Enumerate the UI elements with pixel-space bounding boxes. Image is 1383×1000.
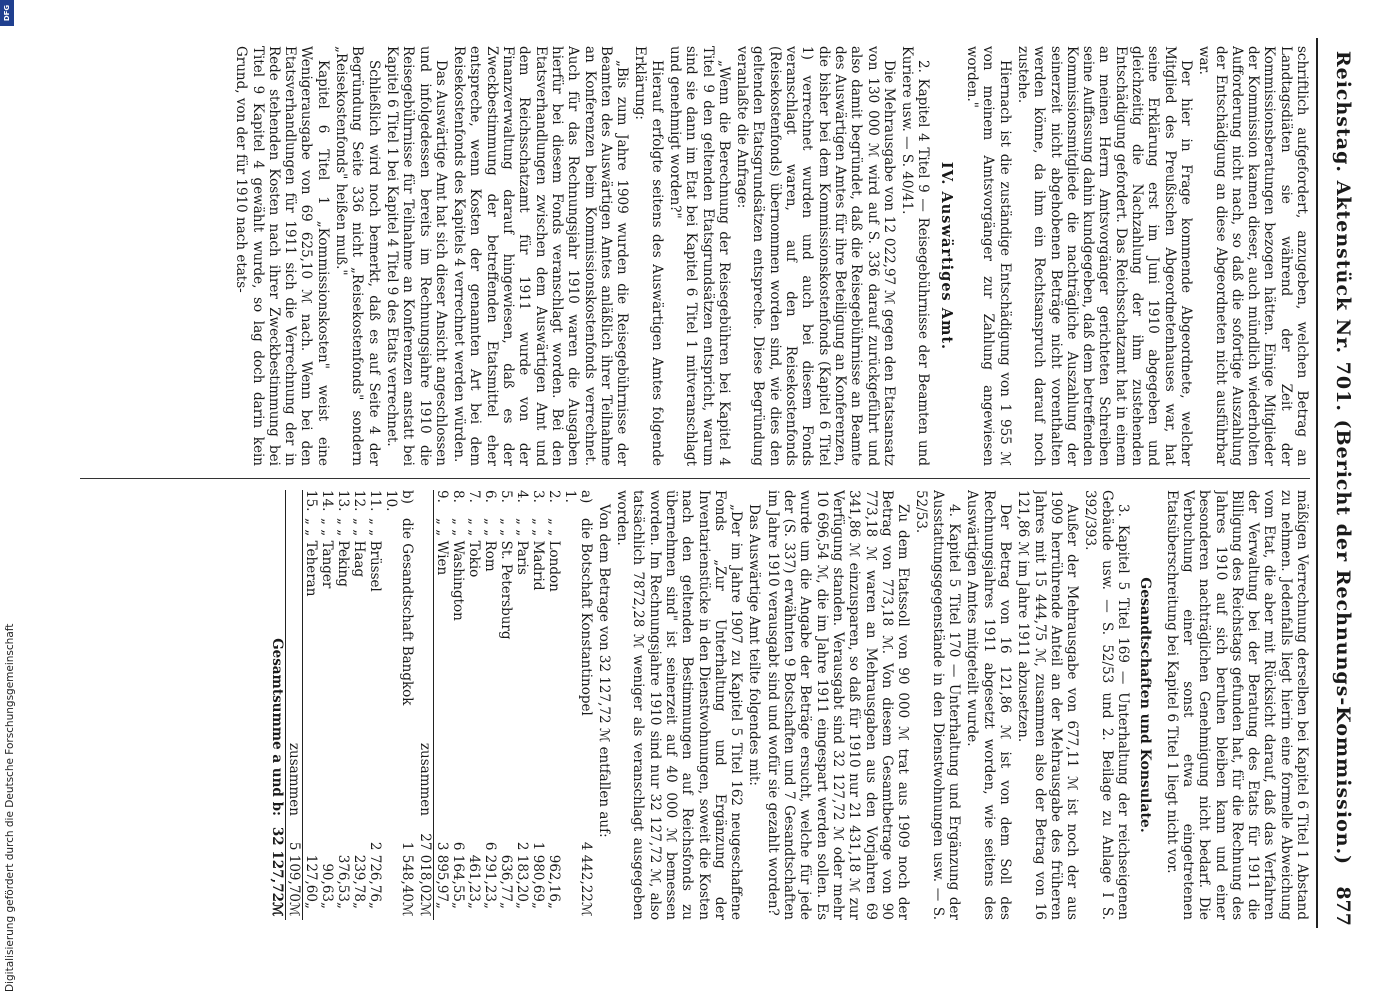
- table-row: [351, 490, 367, 920]
- currency-unit: ℳ: [285, 902, 302, 920]
- section-heading: IV. Auswärtiges Amt.: [937, 161, 955, 351]
- row-number: 3.: [529, 490, 546, 503]
- page-title: Reichstag. Aktenstück Nr. 701. (Bericht der Rechnungs-Kommission.): [1332, 50, 1354, 866]
- currency-unit: „: [529, 902, 546, 909]
- subtotal-row: [285, 490, 302, 920]
- item-heading: 3. Kapitel 5 Titel 169 — Unterhaltung der reichseigenen Gebäude usw. — S. 52/53 und 2. Beilage zu Anlage I S. 392/393.: [1082, 490, 1132, 920]
- currency-unit: ℳ: [577, 902, 594, 917]
- right-column: [80, 490, 1310, 920]
- table-row: [562, 490, 594, 920]
- paragraph: Der hier in Frage kommende Abgeordnete, welcher Mitglied des Preußischen Abgeordnetenhauses war, hat seine Erklärung erst im Juni 1910 abgegeben und gleichzeitig die Nachzahlung der ihm zustehenden Entschädigung gefordert. Das Reichsschatzamt hat in einem an meinen Herrn Amtsvorgänger gerichteten Schreiben seine Auffassung dahin kundgegeben, daß dem betreffenden Kommissionsmitgliede die nachträgliche Auszahlung der seinerzeit nicht abgehobenen Beträge nicht vorenthalten werden könne, da ihm ein Rechtsanspruch darauf noch zustehe.: [1014, 46, 1194, 466]
- currency-unit: ℳ: [417, 902, 434, 920]
- paragraph: Die Mehrausgabe von 12 022,97 ℳ gegen den Etatsansatz von 130 000 ℳ wird auf S. 336 darauf zurückgeführt und also damit begründet, daß die Reisegebührnisse an Beamte des Auswärtigen Amtes für ihre Beteiligung an Konferenzen, die bisher bei dem Kommissionskostenfonds (Kapitel 6 Titel 1) verrechnet wurden und auch bei diesem Fonds veranschlagt waren, auf den Reisekostenfonds (Reisekostenfonds) übernommen worden sind, wie dies den geltenden Etatsgrundsätzen entspreche. Diese Begründung veranlaßte die Anfrage:: [734, 46, 897, 466]
- amount: 2 726,76: [366, 841, 383, 902]
- mission-name: „ „ Haag: [350, 518, 367, 578]
- row-label: [367, 490, 383, 518]
- currency-unit: „: [302, 902, 319, 909]
- row-label: [498, 490, 514, 518]
- paragraph: Das Auswärtige Amt teilte folgendes mit:: [746, 504, 763, 786]
- expense-table-b: [269, 490, 415, 920]
- amount: 6 291,23: [481, 841, 498, 902]
- column-divider: [80, 478, 1310, 479]
- expense-table-a: [417, 490, 594, 920]
- amount: 6 164,55: [449, 841, 466, 902]
- currency-unit: „: [334, 902, 351, 909]
- paragraph: Hiernach ist die zuständige Entschädigung von 1 955 ℳ von meinem Amtsvorgänger zur Zahlung angewiesen worden.": [964, 46, 1013, 466]
- amount: 127,60: [302, 854, 319, 902]
- group-label: b): [398, 490, 415, 504]
- page-number: 877: [1332, 886, 1354, 926]
- dfg-logo-icon: [0, 0, 14, 26]
- total-label: Gesamtsumme a und b:: [269, 518, 286, 824]
- mission-name: „ „ Tanger: [318, 518, 335, 589]
- subsection-heading: Gesandtschaften und Konsulate.: [1137, 577, 1154, 833]
- row-number: 8.: [449, 490, 466, 503]
- spacer: [417, 490, 434, 518]
- row-number: 14.: [318, 490, 335, 512]
- table-row: [482, 490, 498, 920]
- paragraph: Das Auswärtige Amt hat sich dieser Ansicht angeschlossen und infolgedessen bereits im Rechnungsjahre 1910 die Reisegebührnisse für Teilnahme an Konferenzen anstatt bei Kapitel 6 Titel 1 bei Kapitel 4 Titel 9 des Etats verrechnet.: [383, 46, 449, 466]
- amount: 3 895,97: [433, 841, 450, 902]
- table-row: [498, 490, 514, 920]
- row-label: [433, 490, 450, 518]
- row-label: [450, 490, 466, 518]
- row-label: [351, 490, 367, 518]
- table-row: [319, 490, 335, 920]
- mission-name: „ „ Rom: [481, 518, 498, 572]
- paragraph: Schließlich wird noch bemerkt, daß es auf Seite 4 der Begründung Seite 336 nicht „Reisekostenfonds" sondern „Reisekostenfonds" heißen muß.": [333, 46, 382, 466]
- page-header: [1316, 38, 1362, 928]
- amount: 461,23: [465, 854, 482, 902]
- mission-name: „ „ London: [545, 518, 562, 592]
- row-number: 5.: [497, 490, 514, 503]
- row-number: 12.: [350, 490, 367, 512]
- table-row: [546, 490, 562, 920]
- table-row: [530, 490, 546, 920]
- table-row: [466, 490, 482, 920]
- total-amount: 5 109,70: [285, 824, 302, 902]
- currency-unit: „: [497, 902, 514, 909]
- table-row: [383, 490, 415, 920]
- paragraph: „Wenn die Berechnung der Reisegebühren bei Kapitel 4 Titel 9 den geltenden Etatsgrundsätzen entspricht, warum sind sie dann im Etat bei Kapitel 6 Titel 1 mitveranschlagt und genehmigt worden?": [667, 46, 732, 466]
- mission-name: „ „ Teheran: [302, 518, 319, 597]
- paragraph: „Der im Jahre 1907 zu Kapitel 5 Titel 162 neugeschaffene Fonds „Zur Unterhaltung und Ergänzung der Inventarienstücke in den Dienstwohnungen, soweit die Kosten nach den geltenden Bestimmungen auf Reichsfonds zu übernehmen sind" ist seinerzeit auf 40 000 ℳ bemessen worden. Im Rechnungsjahre 1910 sind nur 32 127,72 ℳ, also tatsächlich 7872,28 ℳ weniger als veranschlagt ausgegeben worden.: [614, 490, 745, 920]
- mission-name: „ „ Tokio: [465, 518, 482, 578]
- paragraph: mäßigen Verrechnung derselben bei Kapitel 6 Titel 1 Abstand zu nehmen. Jedenfalls liegt hierin eine formelle Abweichung vom Etat, die aber mit Rücksicht darauf, daß das Verfahren der Verwaltung bei der Beratung des Etats für 1911 die Billigung des Reichstags gefunden hat, für die Rechnung des Jahres 1910 auf sich beruhen bleiben kann und einer besonderen nachträglichen Genehmigung nicht bedarf. Die Verbuchung einer sonst etwa eingetretenen Etatsüberschreitung bei Kapitel 6 Titel 1 liegt nicht vor.: [1163, 490, 1310, 920]
- amount: 2 183,20: [513, 841, 530, 902]
- currency-unit: „: [513, 902, 530, 909]
- amount: 1 980,69: [529, 841, 546, 902]
- mission-name: „ „ Wien: [433, 518, 450, 576]
- mission-name: „ „ Peking: [334, 518, 351, 587]
- row-number: 7.: [465, 490, 482, 503]
- currency-unit: „: [350, 902, 367, 909]
- row-label: [530, 490, 546, 518]
- paragraph: Außer der Mehrausgabe von 677,11 ℳ ist noch der aus 1909 herrührende Anteil an der Mehrausgabe des früheren Jahres mit 15 444,75 ℳ, zusammen also der Betrag von 16 121,86 ℳ im Jahre 1911 abzusetzen.: [1015, 490, 1081, 920]
- row-label: [466, 490, 482, 518]
- mission-name: „ „ St. Petersburg: [497, 518, 514, 640]
- amount: 962,16: [545, 854, 562, 902]
- table-row: [514, 490, 530, 920]
- amount: 4 442,22: [577, 841, 594, 902]
- currency-unit: ℳ: [398, 902, 415, 917]
- paragraph: Von dem Betrage von 32 127,72 ℳ entfallen auf:: [595, 504, 612, 838]
- row-label: [514, 490, 530, 518]
- currency-unit: „: [449, 902, 466, 909]
- table-row: [302, 490, 319, 920]
- currency-unit: „: [545, 902, 562, 909]
- mission-name: „ „ Madrid: [529, 518, 546, 591]
- row-number: 1.: [561, 490, 578, 503]
- grand-total-row: [269, 490, 286, 920]
- paragraph: Hierauf erfolgte seitens des Auswärtigen Amtes folgende Erklärung:: [632, 46, 665, 466]
- row-number: 15.: [302, 490, 319, 512]
- row-number: 2.: [545, 490, 562, 503]
- row-label: [383, 490, 415, 518]
- mission-name: die Botschaft Konstantinopel: [577, 518, 594, 716]
- paragraph: schriftlich aufgefordert, anzugeben, welchen Betrag an Landtagsdiäten sie während der Zeit der Kommissionsberatungen bezogen hätten. Einige Mitglieder der Kommission kamen dieser, auch mündlich wiederholten Aufforderung nicht nach, so daß die sofortige Auszahlung der Entschädigung an diese Abgeordneten nicht ausführbar war.: [1196, 46, 1310, 466]
- total-label: zusammen: [417, 518, 434, 824]
- digitization-footer: [2, 600, 22, 998]
- left-column: [80, 46, 1310, 466]
- mission-name: „ „ Paris: [513, 518, 530, 575]
- paragraph: Kapitel 6 Titel 1 „Kommissionskosten" weist eine Wenigerausgabe von 69 625,10 ℳ nach. Wenn bei den Etatsverhandlungen für 1911 sich die Verrechnung der in Rede stehenden Kosten nach ihrer Zweckbestimmung bei Titel 9 Kapitel 4 gewählt wurde, so lag doch darin kein Grund, von der für 1910 nach etats-: [233, 46, 331, 466]
- group-label: a): [577, 490, 594, 504]
- currency-unit: „: [481, 902, 498, 909]
- row-label: [546, 490, 562, 518]
- row-number: 4.: [513, 490, 530, 503]
- table-row: [450, 490, 466, 920]
- mission-name: „ „ Washington: [449, 518, 466, 621]
- mission-name: „ „ Brüssel: [366, 518, 383, 592]
- item-heading: 4. Kapitel 5 Titel 170 — Unterhaltung und Ergänzung der Ausstattungsgegenstände in den Dienstwohnungen usw. — S. 52/53.: [913, 490, 963, 920]
- amount: 90,63: [318, 863, 335, 902]
- paragraph: Zu dem Etatssoll von 90 000 ℳ trat aus 1909 noch der Betrag von 773,18 ℳ. Von diesem Gesamtbetrage von 90 773,18 ℳ waren an Mehrausgaben aus den Vorjahren 69 341,86 ℳ einzusparen, so daß für 1910 nur 21 431,18 ℳ zur Verfügung standen. Verausgabt sind 32 127,72 ℳ oder mehr 10 696,54 ℳ, die im Jahre 1911 eingespart werden sollen. Es wurde um die Angabe der Beträge ersucht, welche für jede der (S. 337) erwähnten 9 Botschaften und 7 Gesandtschaften im Jahre 1910 verausgabt sind und wofür sie gezahlt worden?: [764, 490, 912, 920]
- currency-unit: „: [433, 902, 450, 909]
- amount: 376,53: [334, 854, 351, 902]
- row-number: 6.: [481, 490, 498, 503]
- table-row: [433, 490, 450, 920]
- row-label: [302, 490, 319, 518]
- row-number: 13.: [334, 490, 351, 512]
- row-label: [319, 490, 335, 518]
- row-label: [335, 490, 351, 518]
- total-amount: 32 127,72: [269, 824, 286, 902]
- currency-unit: „: [366, 902, 383, 909]
- paragraph: Der Betrag von 16 121,86 ℳ ist von dem Soll des Rechnungsjahres 1911 abgesetzt worden, wie seitens des Auswärtigen Amtes mitgeteilt wurde.: [964, 490, 1013, 920]
- amount: 239,78: [350, 854, 367, 902]
- table-row: [335, 490, 351, 920]
- spacer: [285, 490, 302, 518]
- row-number: 9.: [433, 490, 450, 503]
- paragraph: „Bis zum Jahre 1909 wurden die Reisegebührnisse der Beamten des Auswärtigen Amtes anläßlich ihrer Teilnahme an Konferenzen beim Kommissionskostenfonds verrechnet. Auch für das Rechnungsjahr 1910 waren die Ausgaben hierfür bei diesem Fonds veranschlagt worden. Bei den Etatsverhandlungen zwischen dem Auswärtigen Amt und dem Reichsschatzamt für 1911 wurde von der Finanzverwaltung darauf hingewiesen, daß es der Zweckbestimmung der betreffenden Etatsmittel eher entspreche, wenn Kosten der genannten Art bei dem Reisekostenfonds des Kapitels 4 verrechnet werden würden.: [451, 46, 631, 466]
- total-label: zusammen: [285, 518, 302, 824]
- amount: 636,77: [497, 854, 514, 902]
- row-label: [562, 490, 594, 518]
- digitization-note: Digitalisierung gefördert durch die Deutsche Forschungsgemeinschaft: [4, 623, 16, 992]
- currency-unit: „: [318, 902, 335, 909]
- row-number: 10.: [382, 490, 399, 512]
- currency-unit: ℳ: [269, 902, 286, 920]
- dfg-logo-text: DFG: [3, 4, 11, 22]
- rotated-document: [72, 38, 1362, 928]
- total-amount: 27 018,02: [417, 824, 434, 902]
- item-heading: 2. Kapitel 4 Titel 9 — Reisegebührnisse der Beamten und Kuriere usw. — S. 40/41.: [899, 46, 932, 466]
- row-number: 11.: [366, 490, 383, 512]
- currency-unit: „: [465, 902, 482, 909]
- amount: 1 548,40: [398, 841, 415, 902]
- subtotal-row: [417, 490, 434, 920]
- table-row: [367, 490, 383, 920]
- spacer: [269, 490, 286, 518]
- mission-name: die Gesandtschaft Bangkok: [398, 518, 415, 706]
- row-label: [482, 490, 498, 518]
